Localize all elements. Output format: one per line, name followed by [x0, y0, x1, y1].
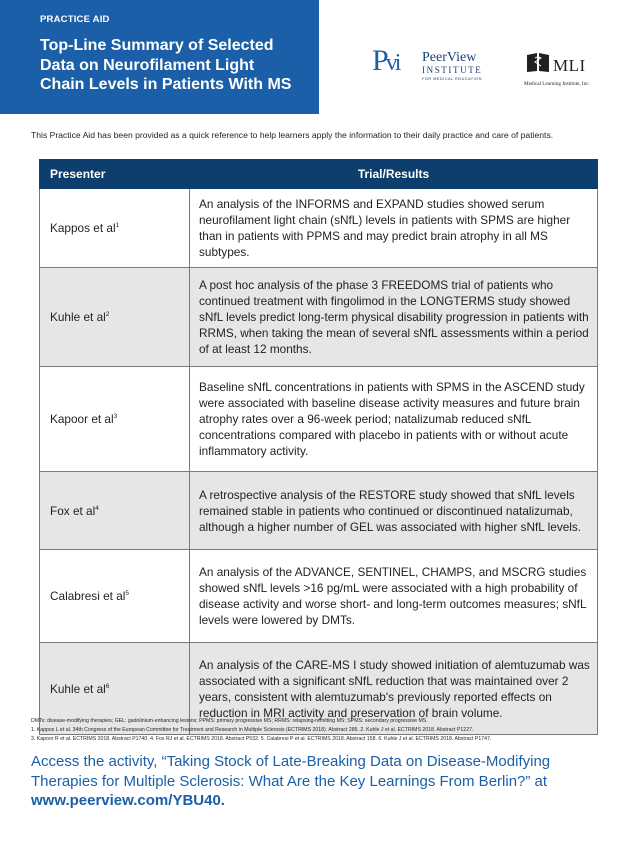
peerview-tagline: FOR MEDICAL EDUCATION	[422, 76, 482, 81]
table-row	[40, 367, 598, 472]
page-title	[40, 36, 315, 95]
activity-url-link[interactable]: www.peerview.com/YBU40.	[31, 792, 225, 809]
presenter-cell: Kuhle et $al^2$	[40, 268, 190, 367]
trial-results-cell: A retrospective analysis of the RESTORE study showed that sNfL levels remained stable in patients who continued or discontinued natalizumab, although a higher number of GEL was associated with higher sNfL levels.	[190, 472, 598, 550]
presenter-cell: Fox et $al^4$	[40, 472, 190, 550]
cta-line: Access the activity, “Taking Stock of Late-Breaking Data on Disease-Modifying	[31, 753, 551, 770]
reference-number: 3	[113, 413, 118, 421]
trial-results-cell: Baseline sNfL concentrations in patients with SPMS in the ASCEND study were associated with baseline disease activity measures and future brain atrophy rates over a 96-week period; natalizumab reduced sNfL concentrations compared with placebo in patients with or without acute inflammatory activity.	[190, 367, 598, 472]
table-row	[40, 189, 598, 268]
header-presenter: Presenter	[40, 160, 190, 189]
mli-subtitle: Medical Learning Institute, Inc.	[524, 81, 590, 87]
presenter-cell: Kappos et $al^1$	[40, 189, 190, 268]
book-caduceus-icon	[526, 50, 550, 74]
call-to-action	[31, 752, 631, 811]
presenter-cell: Kuhle et $al^6$	[40, 643, 190, 735]
table-header-row	[40, 160, 598, 189]
peerview-institute: INSTITUTE	[422, 65, 483, 75]
peerview-logo	[372, 46, 502, 88]
presenter-cell: Calabresi et $al^5$	[40, 550, 190, 643]
peerview-name: PeerView	[422, 50, 477, 65]
title-line: Data on Neurofilament Light	[40, 56, 255, 74]
table-row	[40, 268, 598, 367]
reference-number: 5	[125, 590, 130, 598]
table-row	[40, 472, 598, 550]
reference-number: 2	[105, 311, 110, 319]
trial-results-cell: A post hoc analysis of the phase 3 FREEDOMS trial of patients who continued treatment with fingolimod in the LONGTERMS study showed sNfL levels predict long-term physical disability progression in patients with RRMS, when taking the mean of several sNfL assessments within a period of at least 12 months.	[190, 268, 598, 367]
reference-number: 4	[95, 504, 99, 512]
trial-results-cell: An analysis of the ADVANCE, SENTINEL, CHAMPS, and MSCRG studies showed sNfL levels >16 pg/mL were associated with a high probability of disease activity and worse short- and long-term outcomes measures; sNfL levels were lowered by DMTs.	[190, 550, 598, 643]
references-note: 1. Kappos L et al. 34th Congress of the European Committee for Treatment and Research in Multiple Sclerosis (ECTRIMS 2018). Abstract 286. 2. Kuhle J et al. ECTRIMS 2018. Abstract P1227.	[31, 726, 474, 733]
table-row	[40, 550, 598, 643]
presenter-cell: Kapoor et $al^3$	[40, 367, 190, 472]
reference-number: 1	[115, 222, 120, 230]
mli-logo	[524, 50, 620, 94]
intro-text: This Practice Aid has been provided as a quick reference to help learners apply the information to their daily practice and care of patients.	[31, 130, 554, 140]
eyebrow-label: PRACTICE AID	[40, 14, 110, 25]
title-line: Top-Line Summary of Selected	[40, 37, 274, 54]
cta-line: Therapies for Multiple Sclerosis: What Are the Key Learnings From Berlin?” at	[31, 772, 548, 790]
abbreviations-note: DMTs: disease-modifying therapies; GEL: gadolinium-enhancing lesions; PPMS: primary progressive MS; RRMS: relapsing-remitting MS; SPMS: secondary progressive MS.	[31, 718, 428, 724]
title-line: Chain Levels in Patients With MS	[40, 76, 292, 93]
trial-results-cell: An analysis of the CARE-MS I study showed initiation of alemtuzumab was associated with a significant sNfL reduction that was maintained over 2 years, consistent with alemtuzumab's previously reported effects on reduction in MRI activity and preservation of brain volume.	[190, 643, 598, 735]
results-table	[39, 159, 598, 735]
mli-wordmark: MLI	[553, 56, 586, 75]
references-note: 3. Kapoor R et al. ECTRIMS 2018. Abstract P1740. 4. Fox RJ et al. ECTRIMS 2018. Abstract P532. 5. Calabresi P et al. ECTRIMS 2018. Abstract 158. 6. Kuhle J et al. ECTRIMS 2018. Abstract P1747.	[31, 735, 492, 742]
reference-number: 6	[105, 682, 110, 690]
header-trial-results: Trial/Results	[190, 160, 598, 189]
footnotes	[31, 717, 621, 743]
peerview-monogram: Pvi	[372, 44, 399, 77]
trial-results-cell: An analysis of the INFORMS and EXPAND studies showed serum neurofilament light chain (sNfL) levels in patients with SPMS are higher than in patients with PPMS and may predict brain atrophy in all MS subtypes.	[190, 189, 598, 268]
